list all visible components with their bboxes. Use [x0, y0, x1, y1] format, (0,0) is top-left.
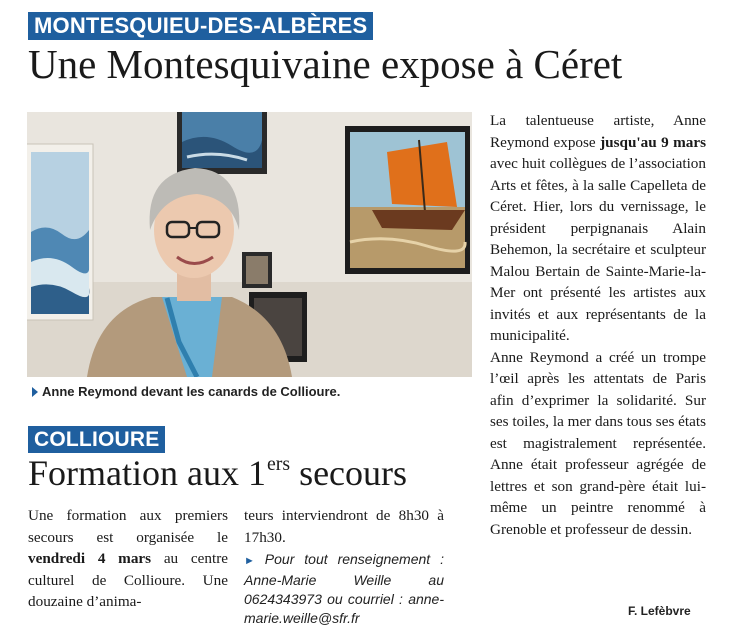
- article2-times: teurs interviendront de 8h30 à 17h30.: [244, 507, 444, 546]
- article1-paragraph-2: Anne Reymond a créé un trompe l’œil après les attentats de Paris afin d’exprimer la solidarité. Sur ses toiles, la mer dans tous ses états est magistralement représentée. Anne était professeur agrégée de lettres et son grand-père était lui-même un peintre renommé à Grenoble et professeur de dessin.: [490, 348, 706, 538]
- kicker-collioure: COLLIOURE: [28, 426, 165, 453]
- photo-caption-text: Anne Reymond devant les canards de Collioure.: [42, 384, 341, 399]
- photo-caption: [32, 384, 472, 399]
- article1-paragraph-1: La talentueuse artiste, Anne Reymond expose jusqu'au 9 mars avec huit collègues de l’association Arts et fêtes, à la salle Capelleta de Céret. Hier, lors du vernissage, le président perpignanais Alain Behemon, la secrétaire et sculpteur Malou Bertain de Sainte-Marie-la-Mer ont présenté les artistes aux invités et aux représentants de la municipalité.: [490, 112, 707, 344]
- photo-illustration: [27, 112, 472, 377]
- caption-arrow-icon: [32, 387, 38, 397]
- seascape-painting-left: [27, 144, 93, 320]
- article2-column-1: Une formation aux premiers secours est organisée le vendredi 4 mars au centre culturel de Collioure. Une douzaine d’anima-: [28, 507, 228, 610]
- headline-montesquivaine: Une Montesquivaine expose à Céret: [28, 41, 623, 87]
- boat-painting: [345, 126, 470, 274]
- emphasis-date: jusqu'au 9 mars: [600, 133, 707, 151]
- contact-info: ► Pour tout renseignement : Anne-Marie Weille au 0624343973 ou courriel : anne-marie.weille@sfr.fr: [244, 551, 444, 626]
- seascape-painting-top: [177, 112, 267, 174]
- article-photo: [27, 112, 472, 377]
- article2-column-2: [244, 505, 444, 628]
- kicker-montesquieu: MONTESQUIEU-DES-ALBÈRES: [28, 12, 373, 40]
- info-arrow-icon: ►: [244, 555, 255, 567]
- headline-formation: Formation aux 1ers secours: [28, 453, 408, 493]
- article1-body: [490, 110, 706, 540]
- author-signature: F. Lefèbvre: [628, 604, 691, 618]
- emphasis-date-formation: vendredi 4 mars: [28, 550, 152, 567]
